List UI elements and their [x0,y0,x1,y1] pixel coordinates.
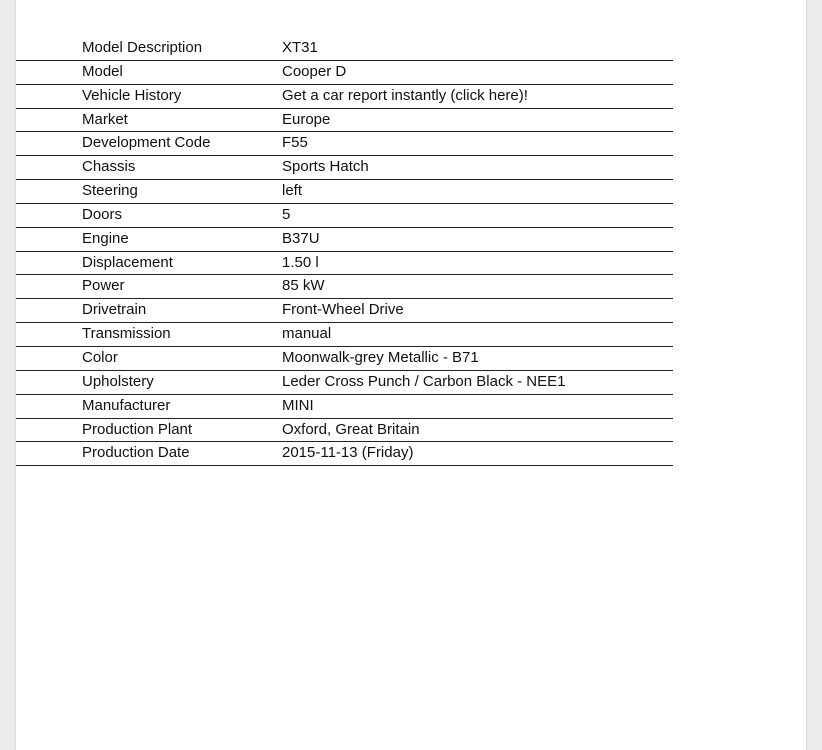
spec-label: Vehicle History [82,86,182,104]
spec-label: Chassis [82,158,136,176]
spec-label: Transmission [82,325,171,343]
spec-row-production-date [16,442,673,466]
spec-value: MINI [282,396,314,414]
spec-label: Drivetrain [82,301,147,319]
spec-row-doors [16,204,673,228]
spec-value: manual [282,325,332,343]
spec-row-chassis [16,156,673,180]
spec-row-model-description [16,37,673,61]
spec-label: Engine [82,229,129,247]
spec-row-upholstery [16,371,673,395]
spec-row-color [16,347,673,371]
spec-value: XT31 [282,39,318,56]
spec-label: Production Date [82,444,190,462]
spec-value: left [282,182,303,200]
spec-row-steering [16,180,673,204]
spec-value: Oxford, Great Britain [282,420,420,438]
spec-value: Europe [282,110,331,128]
spec-label: Manufacturer [82,396,171,414]
spec-label: Model Description [82,39,203,56]
spec-label: Steering [82,182,138,200]
spec-row-manufacturer [16,395,673,419]
spec-label: Power [82,277,125,295]
document-page [16,0,806,750]
spec-label: Upholstery [82,372,154,390]
spec-row-drivetrain [16,299,673,323]
spec-row-displacement [16,252,673,276]
spec-label: Market [82,110,128,128]
spec-value: F55 [282,134,308,152]
spec-value: 85 kW [282,277,325,295]
spec-value: 5 [282,205,291,223]
spec-row-power [16,275,673,299]
vehicle-history-report-link[interactable]: Get a car report instantly (click here)! [282,86,528,104]
spec-row-market [16,109,673,133]
spec-row-model [16,61,673,85]
spec-row-development-code [16,132,673,156]
spec-row-engine [16,228,673,252]
spec-value: 2015-11-13 (Friday) [282,444,414,462]
spec-row-vehicle-history [16,85,673,109]
vehicle-spec-table [16,37,673,466]
spec-value: 1.50 l [282,253,319,271]
spec-label: Color [82,348,118,366]
spec-label: Production Plant [82,420,193,438]
spec-row-transmission [16,323,673,347]
spec-value: B37U [282,229,320,247]
spec-label: Doors [82,205,123,223]
spec-label: Model [82,62,123,80]
spec-value: Front-Wheel Drive [282,301,404,319]
spec-row-production-plant [16,419,673,443]
spec-label: Development Code [82,134,211,152]
spec-value: Leder Cross Punch / Carbon Black - NEE1 [282,372,566,390]
spec-value: Sports Hatch [282,158,369,176]
spec-label: Displacement [82,253,173,271]
spec-value: Cooper D [282,62,347,80]
spec-value: Moonwalk-grey Metallic - B71 [282,348,479,366]
